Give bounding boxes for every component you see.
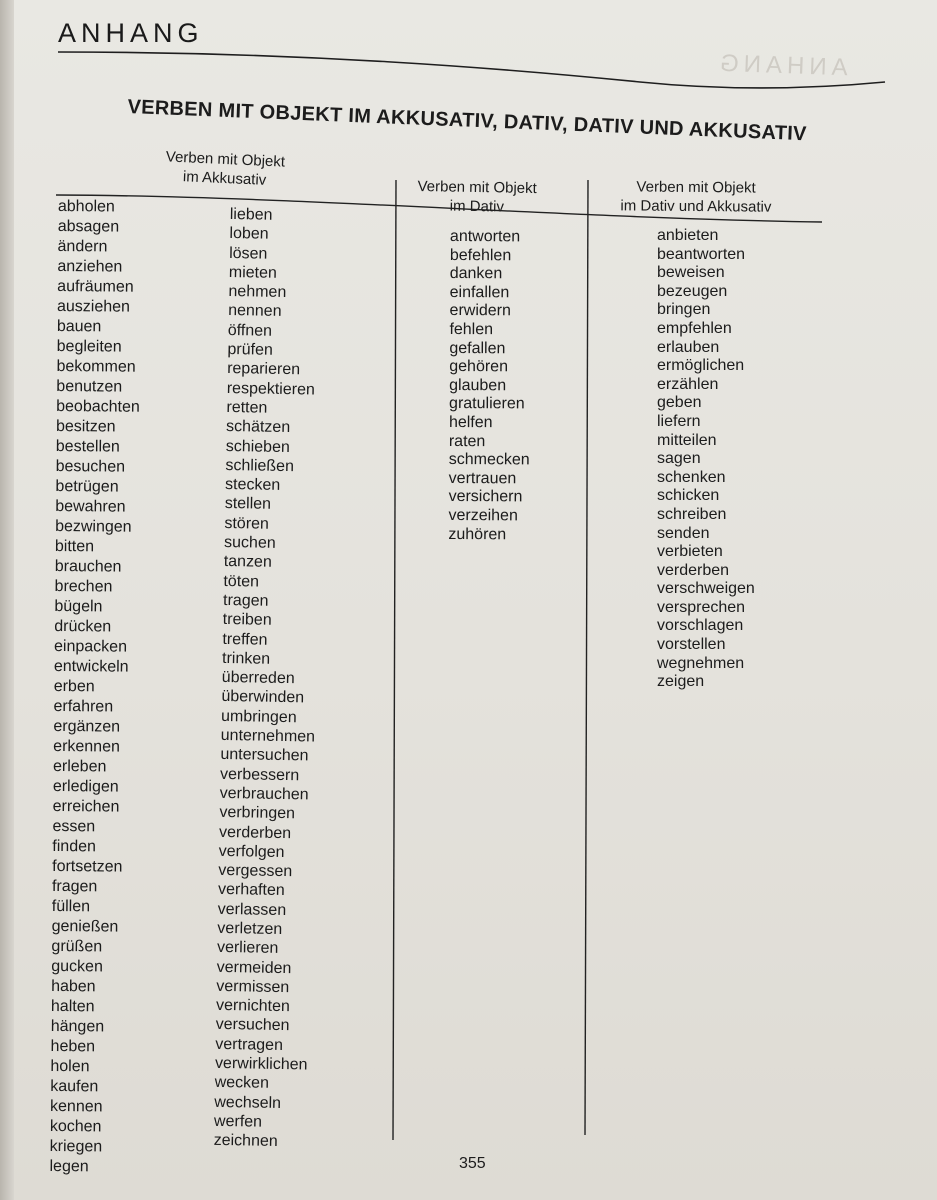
verb-item: mieten [228, 263, 277, 282]
verb-item: versuchen [215, 1016, 290, 1035]
verb-item: gratulieren [449, 395, 525, 413]
verb-item: verzeihen [448, 506, 518, 525]
verb-item: legen [49, 1157, 89, 1176]
verb-item: bezeugen [657, 282, 728, 300]
verb-item: abholen [57, 197, 115, 216]
verb-item: treffen [222, 630, 268, 649]
verb-item: zuhören [448, 525, 507, 543]
verb-item: fehlen [449, 320, 494, 339]
verb-item: holen [50, 1057, 90, 1076]
verb-item: sagen [657, 450, 701, 468]
verb-item: versichern [448, 488, 523, 506]
verb-item: ausziehen [56, 297, 131, 316]
verb-item: versprechen [657, 598, 746, 616]
verb-item: vermissen [216, 977, 290, 997]
dativ-akkusativ-column-heading: Verben mit Objekt im Dativ und Akkusativ [620, 178, 772, 216]
verb-item: erben [53, 677, 95, 696]
verb-item: treiben [222, 611, 272, 630]
verb-item: loben [229, 225, 269, 243]
column-divider-left [393, 180, 396, 1140]
verb-item: verletzen [217, 919, 283, 939]
verb-item: verlassen [217, 900, 287, 919]
verb-item: erzählen [657, 375, 719, 393]
verb-item: lösen [229, 244, 268, 263]
page-number: 355 [459, 1155, 486, 1172]
verb-item: genießen [51, 917, 119, 936]
verb-item: begleiten [56, 337, 122, 356]
verb-item: kriegen [49, 1137, 103, 1156]
verb-item: wechseln [214, 1093, 282, 1112]
verb-item: brechen [54, 577, 113, 596]
verb-item: vernichten [215, 997, 290, 1016]
verb-item: schätzen [225, 418, 291, 437]
verb-item: verbessern [219, 765, 300, 784]
verb-item: verderben [657, 561, 730, 579]
verb-item: fortsetzen [52, 857, 123, 876]
verb-item: erkennen [53, 737, 120, 756]
verb-item: überreden [221, 669, 295, 688]
verb-item: grüßen [51, 937, 103, 956]
verb-item: nennen [228, 302, 282, 321]
verb-item: nehmen [228, 283, 287, 302]
verb-item: bügeln [54, 597, 103, 616]
verb-item: schließen [225, 456, 295, 476]
verb-item: glauben [449, 376, 507, 395]
mirrored-section-header: ANHANG [714, 49, 849, 82]
verb-item: verlieren [216, 939, 279, 958]
verb-item: lieben [229, 205, 273, 224]
verb-item: erlauben [657, 338, 720, 356]
verb-item: bauen [56, 317, 102, 336]
verb-item: schicken [657, 487, 720, 505]
verb-item: vorstellen [657, 636, 726, 654]
verb-item: erwidern [449, 302, 511, 320]
verb-item: respektieren [226, 379, 315, 399]
verb-item: schmecken [448, 451, 530, 469]
verb-item: gehören [449, 358, 509, 376]
verb-item: wegnehmen [657, 654, 745, 672]
verb-item: öffnen [227, 321, 273, 340]
verb-item: brauchen [54, 557, 122, 576]
verb-item: vertragen [215, 1035, 284, 1054]
verb-item: bestellen [55, 437, 120, 456]
verb-item: einpacken [54, 637, 128, 656]
verb-item: hängen [50, 1017, 105, 1036]
verb-item: vermeiden [216, 958, 292, 977]
verb-item: vergessen [218, 861, 293, 881]
verb-item: kochen [49, 1117, 102, 1136]
section-header: ANHANG [58, 18, 204, 48]
verb-item: verderben [218, 823, 292, 842]
verb-item: erledigen [52, 777, 119, 796]
verb-item: betrügen [55, 477, 119, 496]
akkusativ-verb-list-1 [49, 197, 141, 1178]
verb-item: essen [52, 817, 96, 836]
verb-item: finden [52, 837, 96, 856]
verb-item: besuchen [55, 457, 126, 476]
verb-item: fragen [51, 877, 98, 896]
verb-item: zeichnen [213, 1132, 278, 1151]
verb-item: kennen [49, 1097, 103, 1116]
verb-item: beantworten [657, 245, 746, 263]
verb-item: bewahren [55, 497, 126, 516]
verb-item: erleben [52, 757, 107, 776]
verb-item: besitzen [55, 417, 116, 436]
verb-item: verfolgen [218, 842, 285, 861]
verb-item: schreiben [657, 505, 727, 523]
page-binding-edge [0, 0, 14, 1200]
akkusativ-verb-list-2 [213, 205, 324, 1152]
akkusativ-column-heading: Verben mit Objekt im Akkusativ [165, 148, 286, 189]
verb-item: zeigen [657, 673, 705, 691]
verb-item: gucken [51, 957, 103, 976]
verb-item: trinken [221, 649, 271, 668]
verb-item: geben [657, 394, 702, 412]
verb-item: halten [50, 997, 95, 1016]
verb-item: schieben [225, 437, 290, 456]
verb-item: tanzen [223, 553, 272, 572]
verb-item: suchen [223, 533, 276, 552]
verb-item: gefallen [449, 339, 506, 357]
verb-item: senden [657, 524, 710, 542]
verb-item: anziehen [57, 257, 123, 276]
verb-item: bezwingen [55, 517, 132, 536]
verb-item: beobachten [56, 397, 140, 416]
verb-item: danken [449, 265, 503, 283]
verb-item: erfahren [53, 697, 114, 716]
verb-item: tragen [222, 591, 269, 610]
verb-item: bekommen [56, 357, 136, 376]
verb-item: werfen [213, 1112, 263, 1131]
verb-item: wecken [214, 1074, 270, 1093]
verb-item: retten [226, 398, 268, 417]
verb-item: ermöglichen [657, 357, 745, 375]
page-title: VERBEN MIT OBJEKT IM AKKUSATIV, DATIV, DATIV UND AKKUSATIV [127, 96, 808, 146]
verb-item: verbrauchen [219, 784, 309, 804]
verb-item: heben [50, 1037, 96, 1056]
verb-item: liefern [657, 412, 701, 430]
verb-item: verschweigen [657, 580, 755, 598]
verb-item: verbringen [219, 804, 296, 823]
verb-item: erreichen [52, 797, 120, 816]
dativ-akkusativ-verb-list [657, 227, 755, 692]
verb-item: vorschlagen [657, 617, 744, 635]
verb-item: drücken [54, 617, 112, 636]
verb-item: stören [224, 514, 270, 533]
verb-item: töten [223, 572, 260, 591]
verb-item: haben [51, 977, 96, 996]
verb-item: raten [448, 432, 486, 450]
verb-item: bitten [54, 537, 95, 556]
verb-item: unternehmen [220, 726, 316, 746]
column-divider-right [585, 180, 588, 1135]
verb-item: kaufen [50, 1077, 99, 1096]
verb-item: helfen [448, 413, 493, 432]
verb-item: prüfen [227, 341, 273, 359]
verb-item: ändern [57, 237, 108, 256]
verb-item: verhaften [217, 881, 285, 900]
dativ-verb-list [448, 228, 531, 545]
verb-item: überwinden [221, 688, 305, 707]
verb-item: befehlen [449, 246, 512, 264]
verb-item: benutzen [56, 377, 123, 396]
verb-item: bringen [657, 301, 711, 319]
verb-item: umbringen [220, 707, 297, 726]
verb-item: beweisen [657, 264, 725, 282]
verb-item: verbieten [657, 543, 723, 561]
dativ-column-heading: Verben mit Objekt im Dativ [417, 177, 537, 216]
verb-item: entwickeln [53, 657, 129, 676]
verb-item: mitteilen [657, 431, 717, 449]
verb-item: antworten [449, 228, 521, 246]
verb-item: stellen [224, 495, 272, 514]
verb-item: reparieren [226, 360, 301, 379]
verb-item: aufräumen [57, 277, 134, 296]
verb-item: füllen [51, 897, 91, 916]
verb-item: empfehlen [657, 319, 732, 337]
verb-item: schenken [657, 468, 726, 486]
verb-item: ergänzen [53, 717, 121, 736]
verb-item: untersuchen [220, 746, 309, 765]
verb-item: verwirklichen [214, 1054, 308, 1074]
verb-item: stecken [224, 476, 281, 495]
verb-item: anbieten [657, 227, 719, 244]
verb-item: absagen [57, 217, 120, 236]
verb-item: einfallen [449, 283, 510, 302]
verb-item: vertrauen [448, 469, 517, 488]
